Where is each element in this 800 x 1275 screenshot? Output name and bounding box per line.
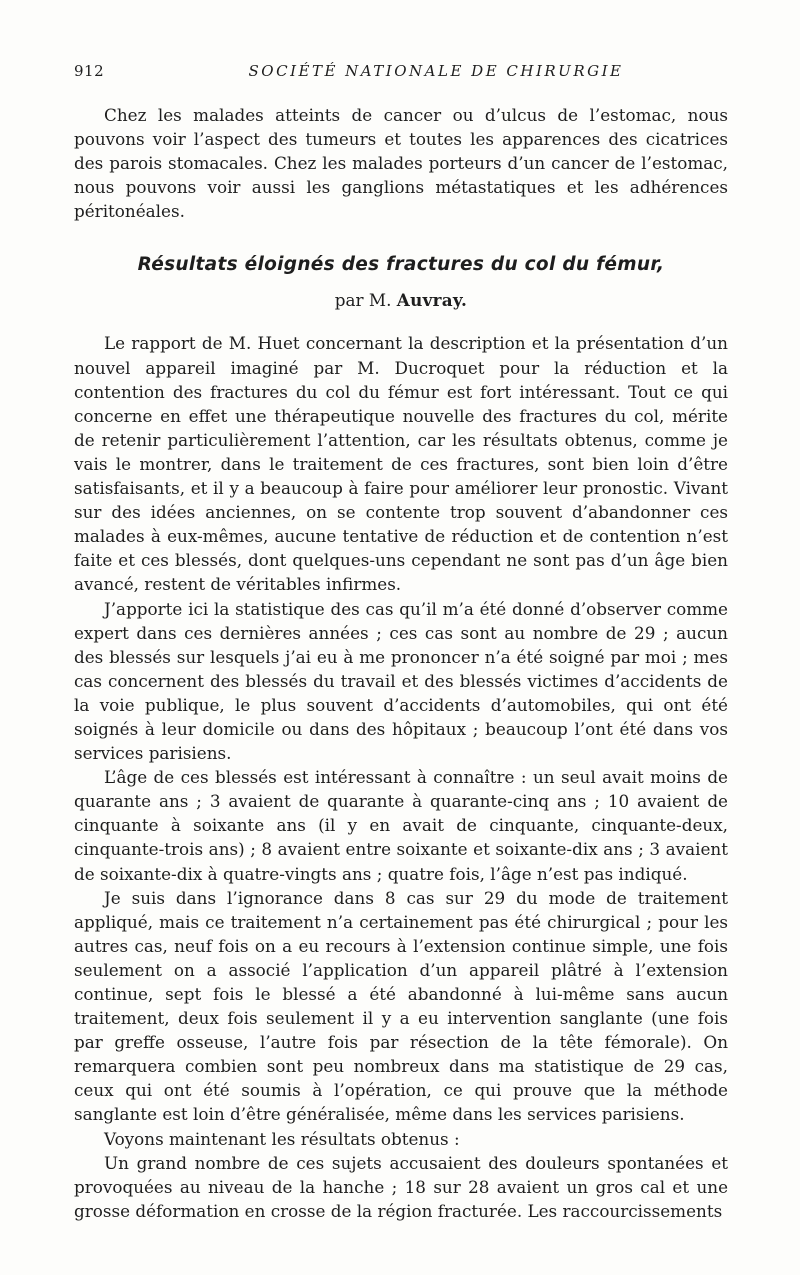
article-title: Résultats éloignés des fractures du col du fémur, — [137, 254, 665, 276]
page-number: 912 — [74, 62, 105, 80]
page-body — [74, 103, 728, 1223]
body-paragraph-5: Voyons maintenant les résultats obtenus : — [104, 1128, 460, 1149]
body-paragraph-6: Un grand nombre de ces sujets accusaient des douleurs spontanées et provoquées au niveau de la hanche ; 18 sur 28 avaient un gros cal et une grosse déformation en crosse de la région fracturée. Les raccourcissements — [74, 1152, 728, 1221]
body-paragraph-3: L’âge de ces blessés est intéressant à connaître : un seul avait moins de quarante ans ; 3 avaient de quarante à quarante-cinq ans ; 10 avaient de cinquante à soixante ans (il y en avait de cinquante, cinquante-deux, cinquante-trois ans) ; 8 avaient entre soixante et soixante-dix ans ; 3 avaient de soixante-dix à quatre-vingts ans ; quatre fois, l’âge n’est pas indiqué. — [74, 767, 728, 884]
byline-author: Auvray. — [396, 290, 468, 311]
body-paragraph-4: Je suis dans l’ignorance dans 8 cas sur 29 du mode de traitement appliqué, mais ce traitement n’a certainement pas été chirurgical ; pour les autres cas, neuf fois on a eu recours à l’extension continue simple, une fois seulement on a associé l’application d’un appareil plâtré à l’extension continue, sept fois le blessé a été abandonné à lui-même sans aucun traitement, deux fois seulement il y a eu intervention sanglante (une fois par greffe osseuse, l’autre fois par résection de la tête fémorale). On remarquera combien sont peu nombreux dans ma statistique de 29 cas, ceux qui ont été soumis à l’opération, ce qui prouve que la méthode sanglante est loin d’être généralisée, même dans les services parisiens. — [74, 887, 728, 1125]
page-header — [74, 62, 728, 86]
byline-prefix: par M. — [334, 290, 392, 311]
body-paragraph-1: Le rapport de M. Huet concernant la description et la présentation d’un nouvel appareil imaginé par M. Ducroquet pour la réduction et la contention des fractures du col du fémur est fort intéressant. Tout ce qui concerne en effet une thérapeutique nouvelle des fractures du col, mérite de retenir particulièrement l’attention, car les résultats obtenus, comme je vais le montrer, dans le traitement de ces fractures, sont bien loin d’être satisfaisants, et il y a beaucoup à faire pour améliorer leur pronostic. Vivant sur des idées anciennes, on se contente trop souvent d’abandonner ces malades à eux-mêmes, aucune tentative de réduction et de contention n’est faite et ces blessés, dont quelques-uns cependant ne sont pas d’un âge bien avancé, restent de véritables infirmes. — [74, 333, 728, 595]
body-paragraph-2: J’apporte ici la statistique des cas qu’il m’a été donné d’observer comme expert dans ces dernières années ; ces cas sont au nombre de 29 ; aucun des blessés sur lesquels j’ai eu à me prononcer n’a été soigné par moi ; mes cas concernent des blessés du travail et des blessés victimes d’accidents de la voie publique, le plus souvent d’accidents d’automobiles, qui ont été soignés à leur domicile ou dans des hôpitaux ; beaucoup l’ont été dans vos services parisiens. — [74, 598, 728, 764]
byline — [74, 288, 728, 312]
intro-paragraph: Chez les malades atteints de cancer ou d’ulcus de l’estomac, nous pouvons voir l’aspect des tumeurs et toutes les apparences des cicatrices des parois stomacales. Chez les malades porteurs d’un cancer de l’estomac, nous pouvons voir aussi les ganglions métastatiques et les adhérences péritonéales. — [74, 105, 728, 222]
running-title: SOCIÉTÉ NATIONALE DE CHIRURGIE — [248, 62, 624, 80]
